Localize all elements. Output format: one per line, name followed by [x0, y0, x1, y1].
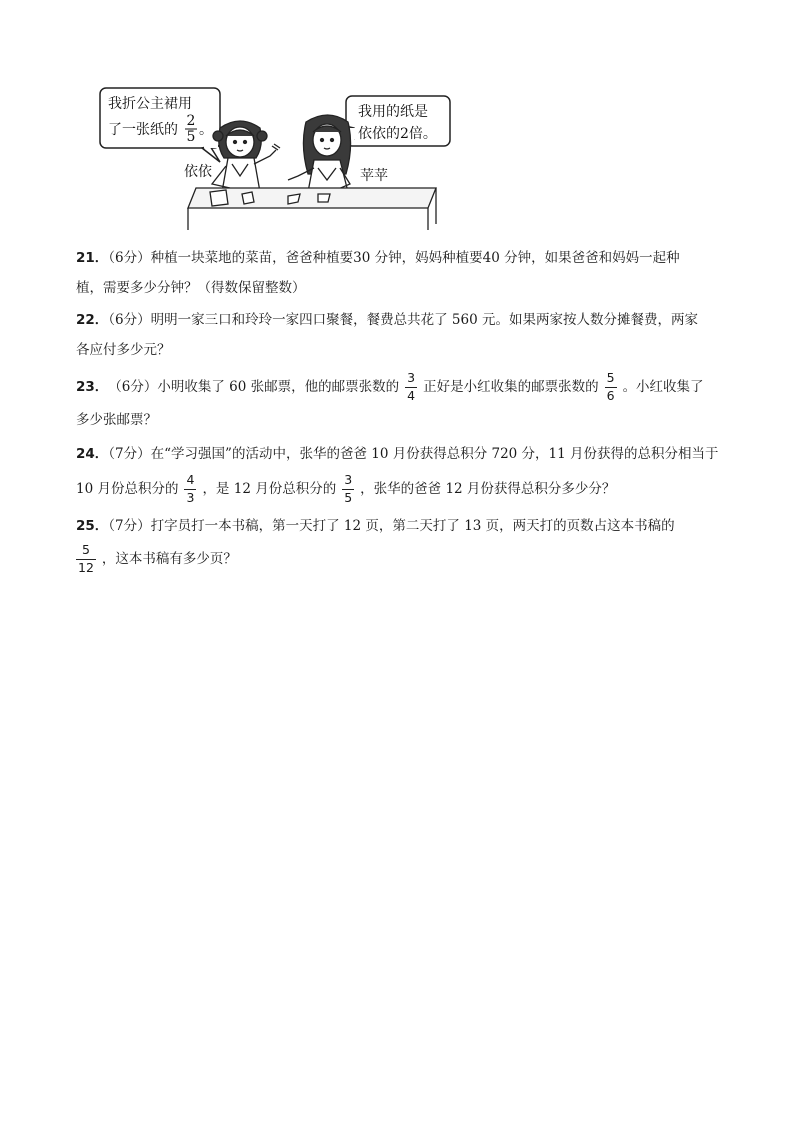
question-score: （6分） — [108, 379, 158, 395]
bubble-left-line2-suffix: 。 — [199, 122, 213, 138]
question-text-part3: 。小红收集了 — [622, 379, 704, 395]
question-score: （6分） — [108, 312, 151, 328]
fraction-four-thirds — [184, 473, 196, 505]
question-number: 24． — [76, 446, 109, 462]
question-21-line1 — [76, 248, 756, 268]
question-23-line1 — [76, 370, 756, 404]
bubble-right-line2: 依依的2倍。 — [358, 126, 437, 142]
speech-bubble-right — [336, 96, 450, 146]
bubble-right-line1: 我用的纸是 — [358, 104, 428, 120]
illustration-svg — [92, 84, 452, 232]
illustration-two-girls-folding-paper — [92, 84, 452, 232]
girl-left-figure — [212, 121, 280, 192]
question-24 — [76, 444, 756, 506]
question-22-line1 — [76, 310, 756, 330]
question-number: 23． — [76, 379, 109, 395]
question-score: （7分） — [108, 518, 151, 534]
name-label-right: 苹苹 — [360, 168, 388, 184]
question-22 — [76, 310, 756, 360]
question-score: （6分） — [108, 250, 151, 266]
girl-right-figure — [288, 115, 351, 192]
fraction-denominator: 4 — [407, 388, 416, 403]
bubble-left-line1: 我折公主裙用 — [108, 96, 192, 112]
question-21 — [76, 248, 756, 298]
question-25-line1 — [76, 516, 756, 536]
question-21-line2: 植，需要多少分钟？（得数保留整数） — [76, 280, 306, 296]
bubble-left-fraction-den: 5 — [186, 129, 196, 145]
fraction-numerator: 5 — [81, 542, 90, 557]
question-22-line2: 各应付多少元？ — [76, 342, 171, 358]
question-text-part3: ，张华的爸爸 12 月份获得总积分多少分？ — [360, 481, 616, 497]
question-24-line2 — [76, 472, 756, 506]
fraction-five-sixths — [605, 371, 617, 403]
table — [188, 188, 436, 230]
fraction-five-twelfths — [76, 543, 96, 575]
fraction-numerator: 3 — [344, 472, 353, 487]
question-text-part1: 小明收集了 60 张邮票，他的邮票张数的 — [157, 379, 400, 395]
question-text-part: ，这本书稿有多少页？ — [101, 551, 237, 567]
fraction-denominator: 12 — [78, 560, 94, 575]
fraction-numerator: 3 — [407, 370, 416, 385]
fraction-denominator: 3 — [186, 490, 195, 505]
question-text: 打字员打一本书稿，第一天打了 12 页，第二天打了 13 页，两天打的页数占这本书稿的 — [150, 518, 675, 534]
question-23-line2: 多少张邮票？ — [76, 412, 157, 428]
fraction-denominator: 5 — [344, 490, 353, 505]
question-text-part1: 10 月份总积分的 — [76, 481, 179, 497]
fraction-numerator: 5 — [606, 370, 615, 385]
name-label-left: 依依 — [184, 164, 212, 180]
question-number: 22． — [76, 312, 109, 328]
question-25-line2 — [76, 542, 756, 576]
question-24-line1 — [76, 444, 756, 464]
speech-bubble-left — [100, 88, 220, 162]
question-23 — [76, 370, 756, 430]
fraction-three-quarters — [405, 371, 417, 403]
question-number: 25． — [76, 518, 109, 534]
fraction-numerator: 4 — [186, 472, 195, 487]
bubble-left-fraction-num: 2 — [186, 113, 196, 129]
fraction-three-fifths — [342, 473, 354, 505]
question-text-part2: ，是 12 月份总积分的 — [202, 481, 337, 497]
question-score: （7分） — [108, 446, 151, 462]
question-text: 在“学习强国”的活动中，张华的爸爸 10 月份获得总积分 720 分，11 月份获得的总积分相当于 — [150, 446, 719, 462]
question-text-part2: 正好是小红收集的邮票张数的 — [423, 379, 599, 395]
bubble-left-line2-prefix: 了一张纸的 — [108, 122, 178, 138]
question-text: 种植一块菜地的菜苗，爸爸种植要30 分钟，妈妈种植要40 分钟，如果爸爸和妈妈一起种 — [150, 250, 680, 266]
question-text: 明明一家三口和玲玲一家四口聚餐，餐费总共花了 560 元。如果两家按人数分摊餐费，两家 — [150, 312, 698, 328]
question-number: 21． — [76, 250, 109, 266]
question-25 — [76, 516, 756, 576]
fraction-denominator: 6 — [606, 388, 615, 403]
